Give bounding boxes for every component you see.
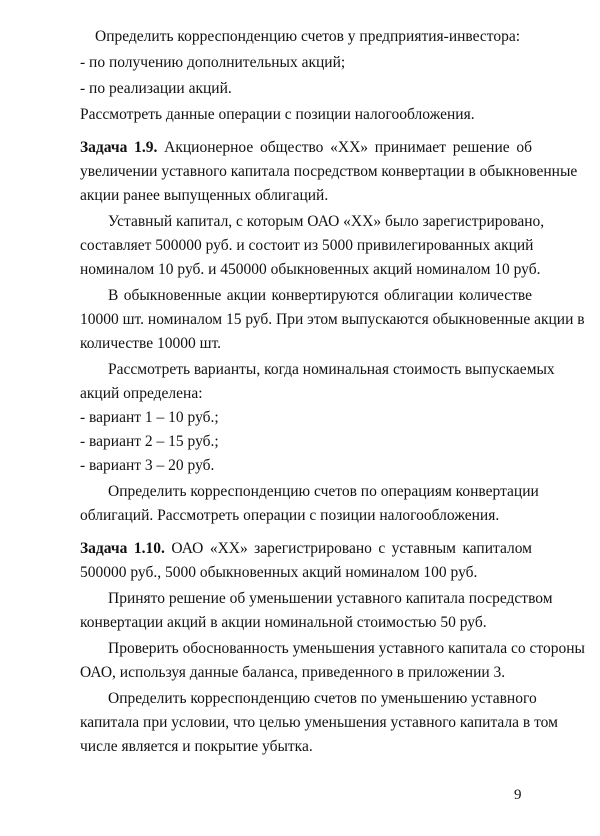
text-line: Принято решение об уменьшении уставного капитала посредством xyxy=(108,590,553,607)
text-line: капитала при условии, что целью уменьшения уставного капитала в том xyxy=(80,714,558,731)
text-line: увеличении уставного капитала посредством конвертации в обыкновенные xyxy=(80,163,578,180)
text-span: Акционерное общество «XX» принимает решение об xyxy=(164,139,532,156)
text-line: 10000 шт. номиналом 15 руб. При этом выпускаются обыкновенные акции в xyxy=(80,311,585,328)
list-item: - вариант 1 – 10 руб.; xyxy=(80,409,219,426)
text-line: акций определена: xyxy=(80,385,203,402)
page-number: 9 xyxy=(514,787,522,803)
text-line: количестве 10000 шт. xyxy=(80,335,222,352)
list-item: - вариант 2 – 15 руб.; xyxy=(80,433,219,450)
task-1-10-first-line xyxy=(80,539,532,558)
list-item: - вариант 3 – 20 руб. xyxy=(80,457,215,474)
text-line: номиналом 10 руб. и 450000 обыкновенных акций номиналом 10 руб. xyxy=(80,261,541,278)
text-line: В обыкновенные акции конвертируются облигации количестве xyxy=(108,287,532,304)
text-line: акции ранее выпущенных облигаций. xyxy=(80,187,329,204)
list-item: - по реализации акций. xyxy=(80,80,232,97)
text-line: составляет 500000 руб. и состоит из 5000 привилегированных акций xyxy=(80,237,534,254)
task-1-9-first-line xyxy=(80,138,532,157)
list-item: - по получению дополнительных акций; xyxy=(80,54,346,71)
text-line: 500000 руб., 5000 обыкновенных акций номиналом 100 руб. xyxy=(80,564,478,581)
text-line: конвертации акций в акции номинальной стоимостью 50 руб. xyxy=(80,614,487,631)
text-line: Рассмотреть варианты, когда номинальная стоимость выпускаемых xyxy=(108,361,555,378)
text-line: Определить корреспонденцию счетов по уменьшению уставного xyxy=(108,690,537,707)
text-line: числе является и покрытие убытка. xyxy=(80,738,313,755)
text-line: ОАО, используя данные баланса, приведенного в приложении 3. xyxy=(80,664,506,681)
task-1-9-label: Задача 1.9. xyxy=(80,139,158,156)
text-span: ОАО «XX» зарегистрировано с уставным капиталом xyxy=(171,540,532,557)
text-line: Проверить обоснованность уменьшения уставного капитала со стороны xyxy=(108,640,585,657)
text-line: Рассмотреть данные операции с позиции налогообложения. xyxy=(80,106,475,123)
text-line: Определить корреспонденцию счетов у предприятия-инвестора: xyxy=(95,28,521,45)
text-line: Уставный капитал, с которым ОАО «XX» было зарегистрировано, xyxy=(108,213,545,230)
text-line: облигаций. Рассмотреть операции с позиции налогообложения. xyxy=(80,507,500,524)
task-1-10-label: Задача 1.10. xyxy=(80,540,165,557)
text-line: Определить корреспонденцию счетов по операциям конвертации xyxy=(108,483,539,500)
